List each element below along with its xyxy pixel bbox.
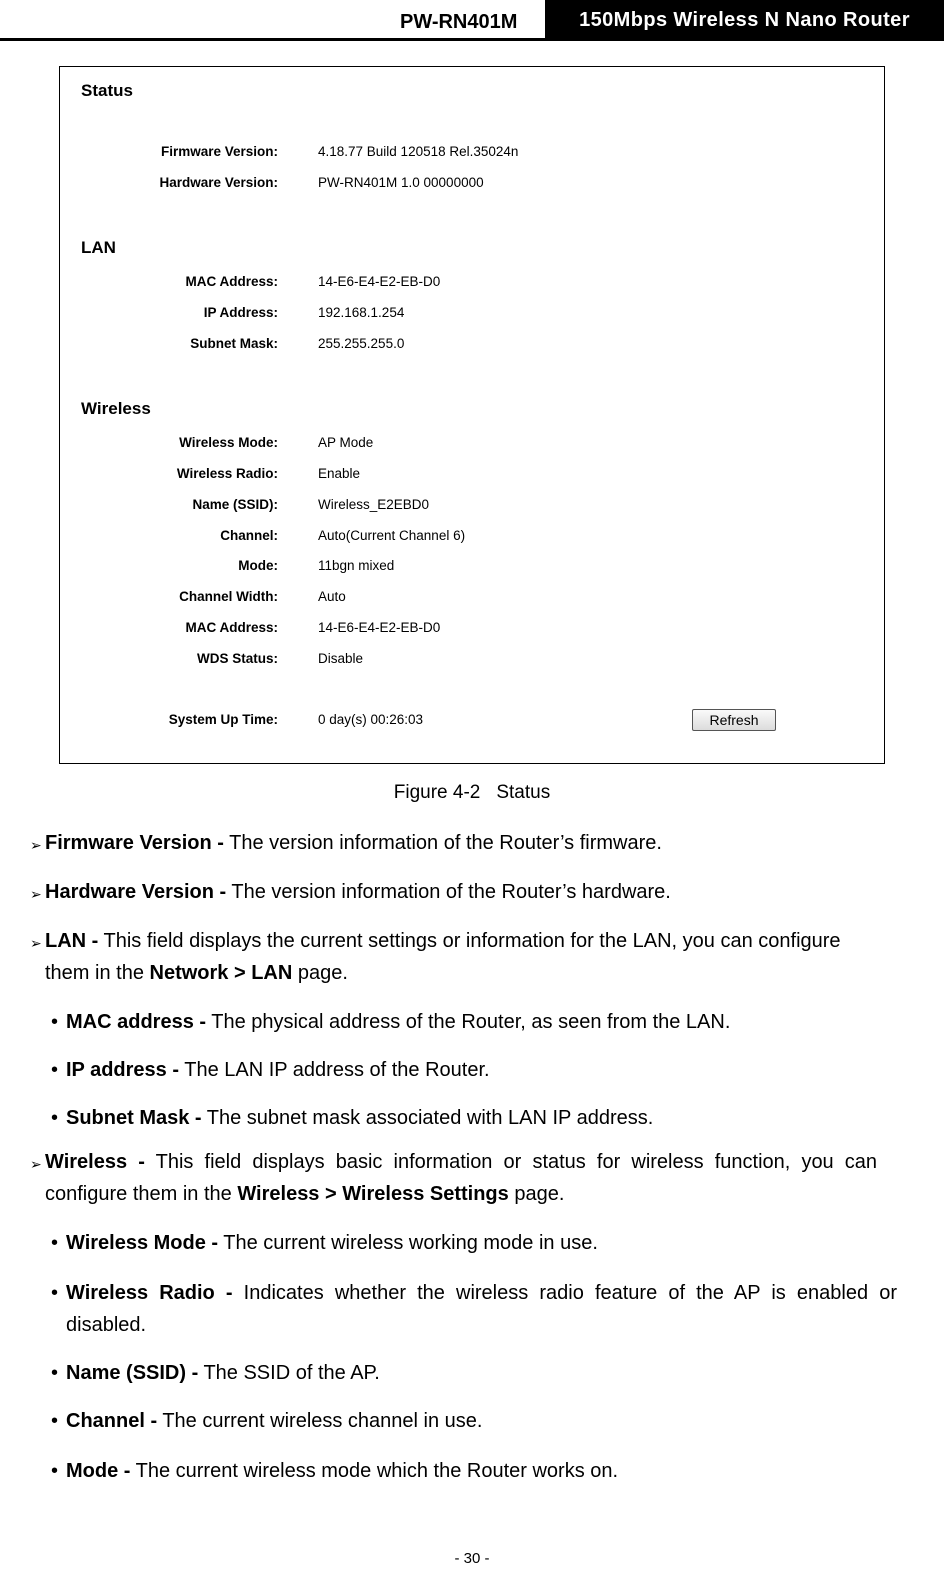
- channel-width-value: Auto: [318, 589, 346, 604]
- firmware-label: Firmware Version:: [160, 144, 278, 159]
- dot-bullet-icon: •: [51, 1362, 59, 1384]
- channel-width-row: [60, 589, 884, 609]
- mode-desc: The current wireless mode which the Router works on.: [130, 1460, 619, 1482]
- wds-row: [60, 651, 884, 671]
- hardware-value: PW-RN401M 1.0 00000000: [318, 175, 484, 190]
- page-header: [0, 0, 944, 42]
- wireless-mode-row: [60, 435, 884, 455]
- firmware-term: Firmware Version -: [45, 832, 224, 854]
- firmware-row: [60, 144, 884, 164]
- lan-ip-value: 192.168.1.254: [318, 305, 405, 320]
- status-panel: [59, 66, 885, 764]
- wireless-title: Wireless: [81, 399, 151, 418]
- header-rule: [0, 38, 944, 41]
- firmware-desc: The version information of the Router’s firmware.: [223, 832, 662, 854]
- dot-bullet-icon: •: [51, 1282, 59, 1304]
- hardware-desc: The version information of the Router’s hardware.: [226, 881, 671, 903]
- dot-bullet-icon: •: [51, 1460, 59, 1482]
- wds-value: Disable: [318, 651, 364, 666]
- figure-number: Figure 4-2: [393, 782, 481, 803]
- lan-term: LAN -: [45, 930, 99, 952]
- channel-desc: The current wireless channel in use.: [157, 1410, 483, 1432]
- wireless-term: Wireless -: [45, 1151, 145, 1173]
- item-wireless-cont: [45, 1178, 932, 1210]
- figure-caption: [0, 782, 944, 804]
- mode-row: [60, 558, 884, 578]
- dot-bullet-icon: •: [51, 1059, 59, 1081]
- channel-value: Auto(Current Channel 6): [318, 528, 466, 543]
- item-wireless-radio-cont: [66, 1309, 940, 1341]
- arrow-bullet-icon: ➢: [30, 886, 42, 902]
- lan-mac-value: 14-E6-E4-E2-EB-D0: [318, 274, 441, 289]
- dot-bullet-icon: •: [51, 1011, 59, 1033]
- hardware-term: Hardware Version -: [45, 881, 227, 903]
- page-number: - 30 -: [454, 1550, 490, 1567]
- lan-desc: This field displays the current settings or information for the LAN, you can configure: [98, 930, 841, 952]
- wireless-desc: This field displays basic information or status for wireless function, you can: [144, 1151, 878, 1173]
- arrow-bullet-icon: ➢: [30, 935, 42, 951]
- wireless-radio-row: [60, 466, 884, 486]
- mode-term: Mode -: [66, 1460, 131, 1482]
- mask-term: Subnet Mask -: [66, 1107, 202, 1129]
- wireless-mac-value: 14-E6-E4-E2-EB-D0: [318, 620, 441, 635]
- mode-label: Mode:: [238, 558, 278, 573]
- channel-width-label: Channel Width:: [179, 589, 278, 604]
- wireless-mode-value: AP Mode: [318, 435, 374, 450]
- lan-desc-2: them in the: [45, 962, 150, 984]
- wireless-mode-label: Wireless Mode:: [179, 435, 278, 450]
- figure-name: Status: [496, 782, 551, 803]
- ssid-desc: The SSID of the AP.: [198, 1362, 380, 1384]
- wireless-radio-term: Wireless Radio -: [66, 1282, 233, 1304]
- channel-label: Channel:: [220, 528, 278, 543]
- item-lan-cont: [45, 957, 932, 989]
- wireless-desc-2: configure them in the: [45, 1183, 238, 1205]
- mac-desc: The physical address of the Router, as seen from the LAN.: [206, 1011, 731, 1033]
- wireless-radio-label: Wireless Radio:: [176, 466, 278, 481]
- lan-mask-row: [60, 336, 884, 356]
- lan-mask-value: 255.255.255.0: [318, 336, 405, 351]
- hardware-row: [60, 175, 884, 195]
- ssid-row: [60, 497, 884, 517]
- firmware-value: 4.18.77 Build 120518 Rel.35024n: [318, 144, 519, 159]
- ssid-label: Name (SSID):: [192, 497, 278, 512]
- wireless-mac-label: MAC Address:: [185, 620, 278, 635]
- lan-ip-label: IP Address:: [203, 305, 278, 320]
- lan-mask-label: Subnet Mask:: [190, 336, 278, 351]
- dot-bullet-icon: •: [51, 1232, 59, 1254]
- status-title: Status: [81, 81, 133, 100]
- wireless-mode-term: Wireless Mode -: [66, 1232, 219, 1254]
- dot-bullet-icon: •: [51, 1410, 59, 1432]
- dot-bullet-icon: •: [51, 1107, 59, 1129]
- channel-term: Channel -: [66, 1410, 158, 1432]
- ssid-term: Name (SSID) -: [66, 1362, 199, 1384]
- lan-desc-3: page.: [292, 962, 348, 984]
- arrow-bullet-icon: ➢: [30, 837, 42, 853]
- lan-menu-path: Network > LAN: [149, 962, 293, 984]
- lan-mac-row: [60, 274, 884, 294]
- lan-ip-row: [60, 305, 884, 325]
- wireless-mode-desc: The current wireless working mode in use.: [218, 1232, 598, 1254]
- header-model: PW-RN401M: [400, 11, 518, 33]
- ssid-value: Wireless_E2EBD0: [318, 497, 430, 512]
- wireless-radio-desc-2: disabled.: [66, 1314, 147, 1336]
- header-product-title: 150Mbps Wireless N Nano Router: [545, 0, 944, 39]
- ip-desc: The LAN IP address of the Router.: [179, 1059, 490, 1081]
- uptime-value: 0 day(s) 00:26:03: [318, 712, 424, 727]
- arrow-bullet-icon: ➢: [30, 1156, 42, 1172]
- uptime-label: System Up Time:: [168, 712, 278, 727]
- wds-label: WDS Status:: [197, 651, 278, 666]
- wireless-mac-row: [60, 620, 884, 640]
- hardware-label: Hardware Version:: [159, 175, 278, 190]
- mode-value: 11bgn mixed: [318, 558, 395, 573]
- wireless-menu-path: Wireless > Wireless Settings: [237, 1183, 509, 1205]
- mac-term: MAC address -: [66, 1011, 207, 1033]
- lan-mac-label: MAC Address:: [185, 274, 278, 289]
- refresh-button[interactable]: Refresh: [692, 709, 776, 731]
- wireless-desc-3: page.: [508, 1183, 565, 1205]
- channel-row: [60, 528, 884, 548]
- wireless-radio-value: Enable: [318, 466, 361, 481]
- wireless-radio-desc: Indicates whether the wireless radio feature of the AP is enabled or: [232, 1282, 897, 1304]
- mask-desc: The subnet mask associated with LAN IP address.: [201, 1107, 654, 1129]
- lan-title: LAN: [81, 238, 116, 257]
- ip-term: IP address -: [66, 1059, 180, 1081]
